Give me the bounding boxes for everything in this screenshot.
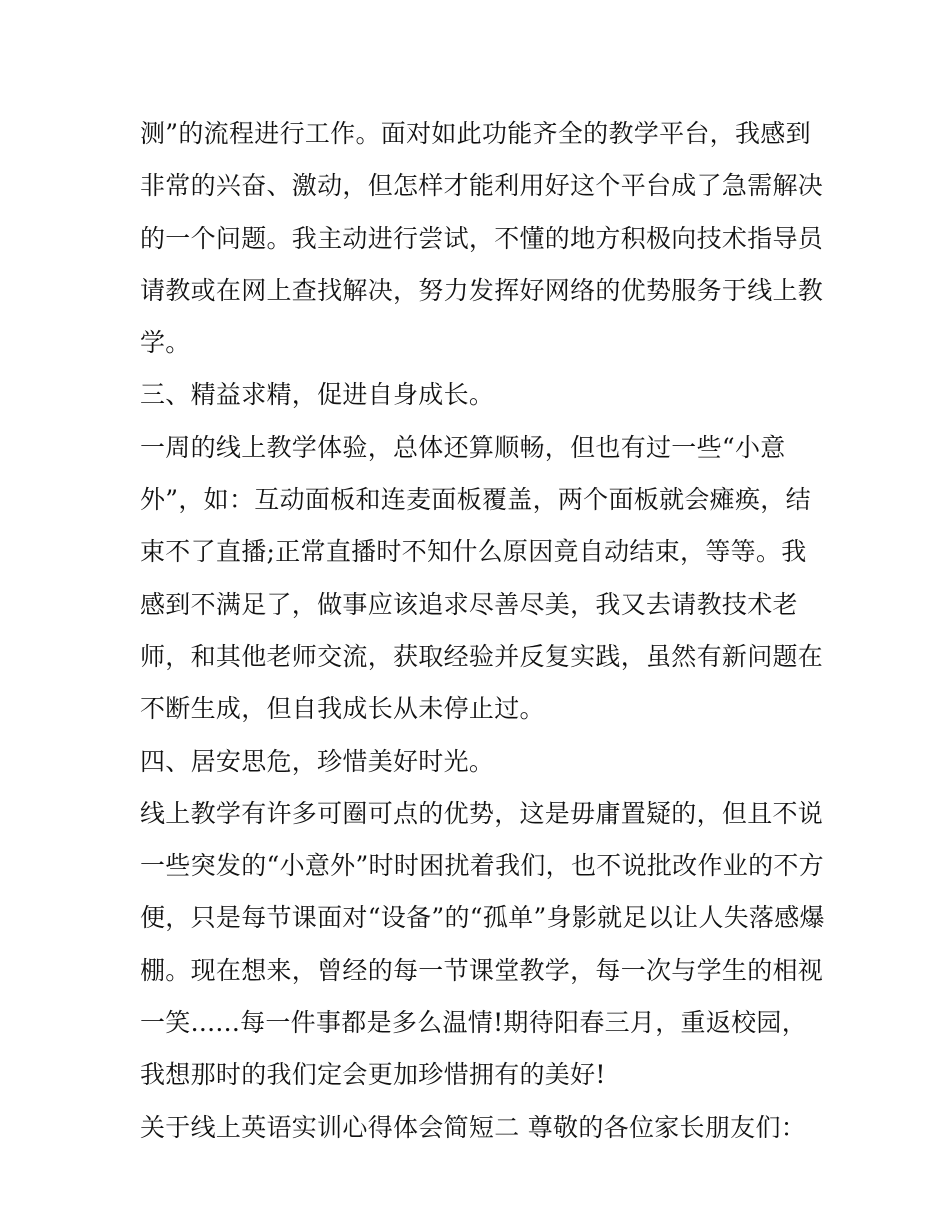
text-line: 师，和其他老师交流，获取经验并反复实践，虽然有新问题在	[140, 641, 824, 671]
text-line: 一些突发的“小意外”时时困扰着我们，也不说批改作业的不方	[140, 851, 824, 881]
text-line: 请教或在网上查找解决，努力发挥好网络的优势服务于线上教	[140, 275, 824, 305]
text-line: 一笑......每一件事都是多么温情!期待阳春三月，重返校园，	[140, 1008, 808, 1038]
section-heading: 四、居安思危，珍惜美好时光。	[140, 746, 495, 776]
text-line: 感到不满足了，做事应该追求尽善尽美，我又去请教技术老	[140, 589, 798, 619]
text-line: 线上教学有许多可圈可点的优势，这是毋庸置疑的，但且不说	[140, 798, 824, 828]
text-line: 束不了直播;正常直播时不知什么原因竟自动结束，等等。我	[140, 537, 807, 567]
text-line: 棚。现在想来，曾经的每一节课堂教学，每一次与学生的相视	[140, 955, 824, 985]
section-heading: 三、精益求精，促进自身成长。	[140, 380, 495, 410]
text-line: 外”，如：互动面板和连麦面板覆盖，两个面板就会瘫痪，结	[140, 485, 811, 515]
text-line: 关于线上英语实训心得体会简短二 尊敬的各位家长朋友们：	[140, 1112, 807, 1142]
text-line: 的一个问题。我主动进行尝试，不懂的地方积极向技术指导员	[140, 223, 824, 253]
text-line: 便，只是每节课面对“设备”的“孤单”身影就足以让人失落感爆	[140, 903, 825, 933]
text-line: 我想那时的我们定会更加珍惜拥有的美好!	[140, 1060, 606, 1090]
text-line: 非常的兴奋、激动，但怎样才能利用好这个平台成了急需解决	[140, 171, 824, 201]
text-line: 测”的流程进行工作。面对如此功能齐全的教学平台，我感到	[140, 119, 811, 148]
text-line: 一周的线上教学体验，总体还算顺畅，但也有过一些“小意	[140, 432, 786, 462]
text-line: 学。	[140, 328, 191, 358]
text-line: 不断生成，但自我成长从未停止过。	[140, 694, 545, 724]
document-body	[140, 108, 825, 1154]
